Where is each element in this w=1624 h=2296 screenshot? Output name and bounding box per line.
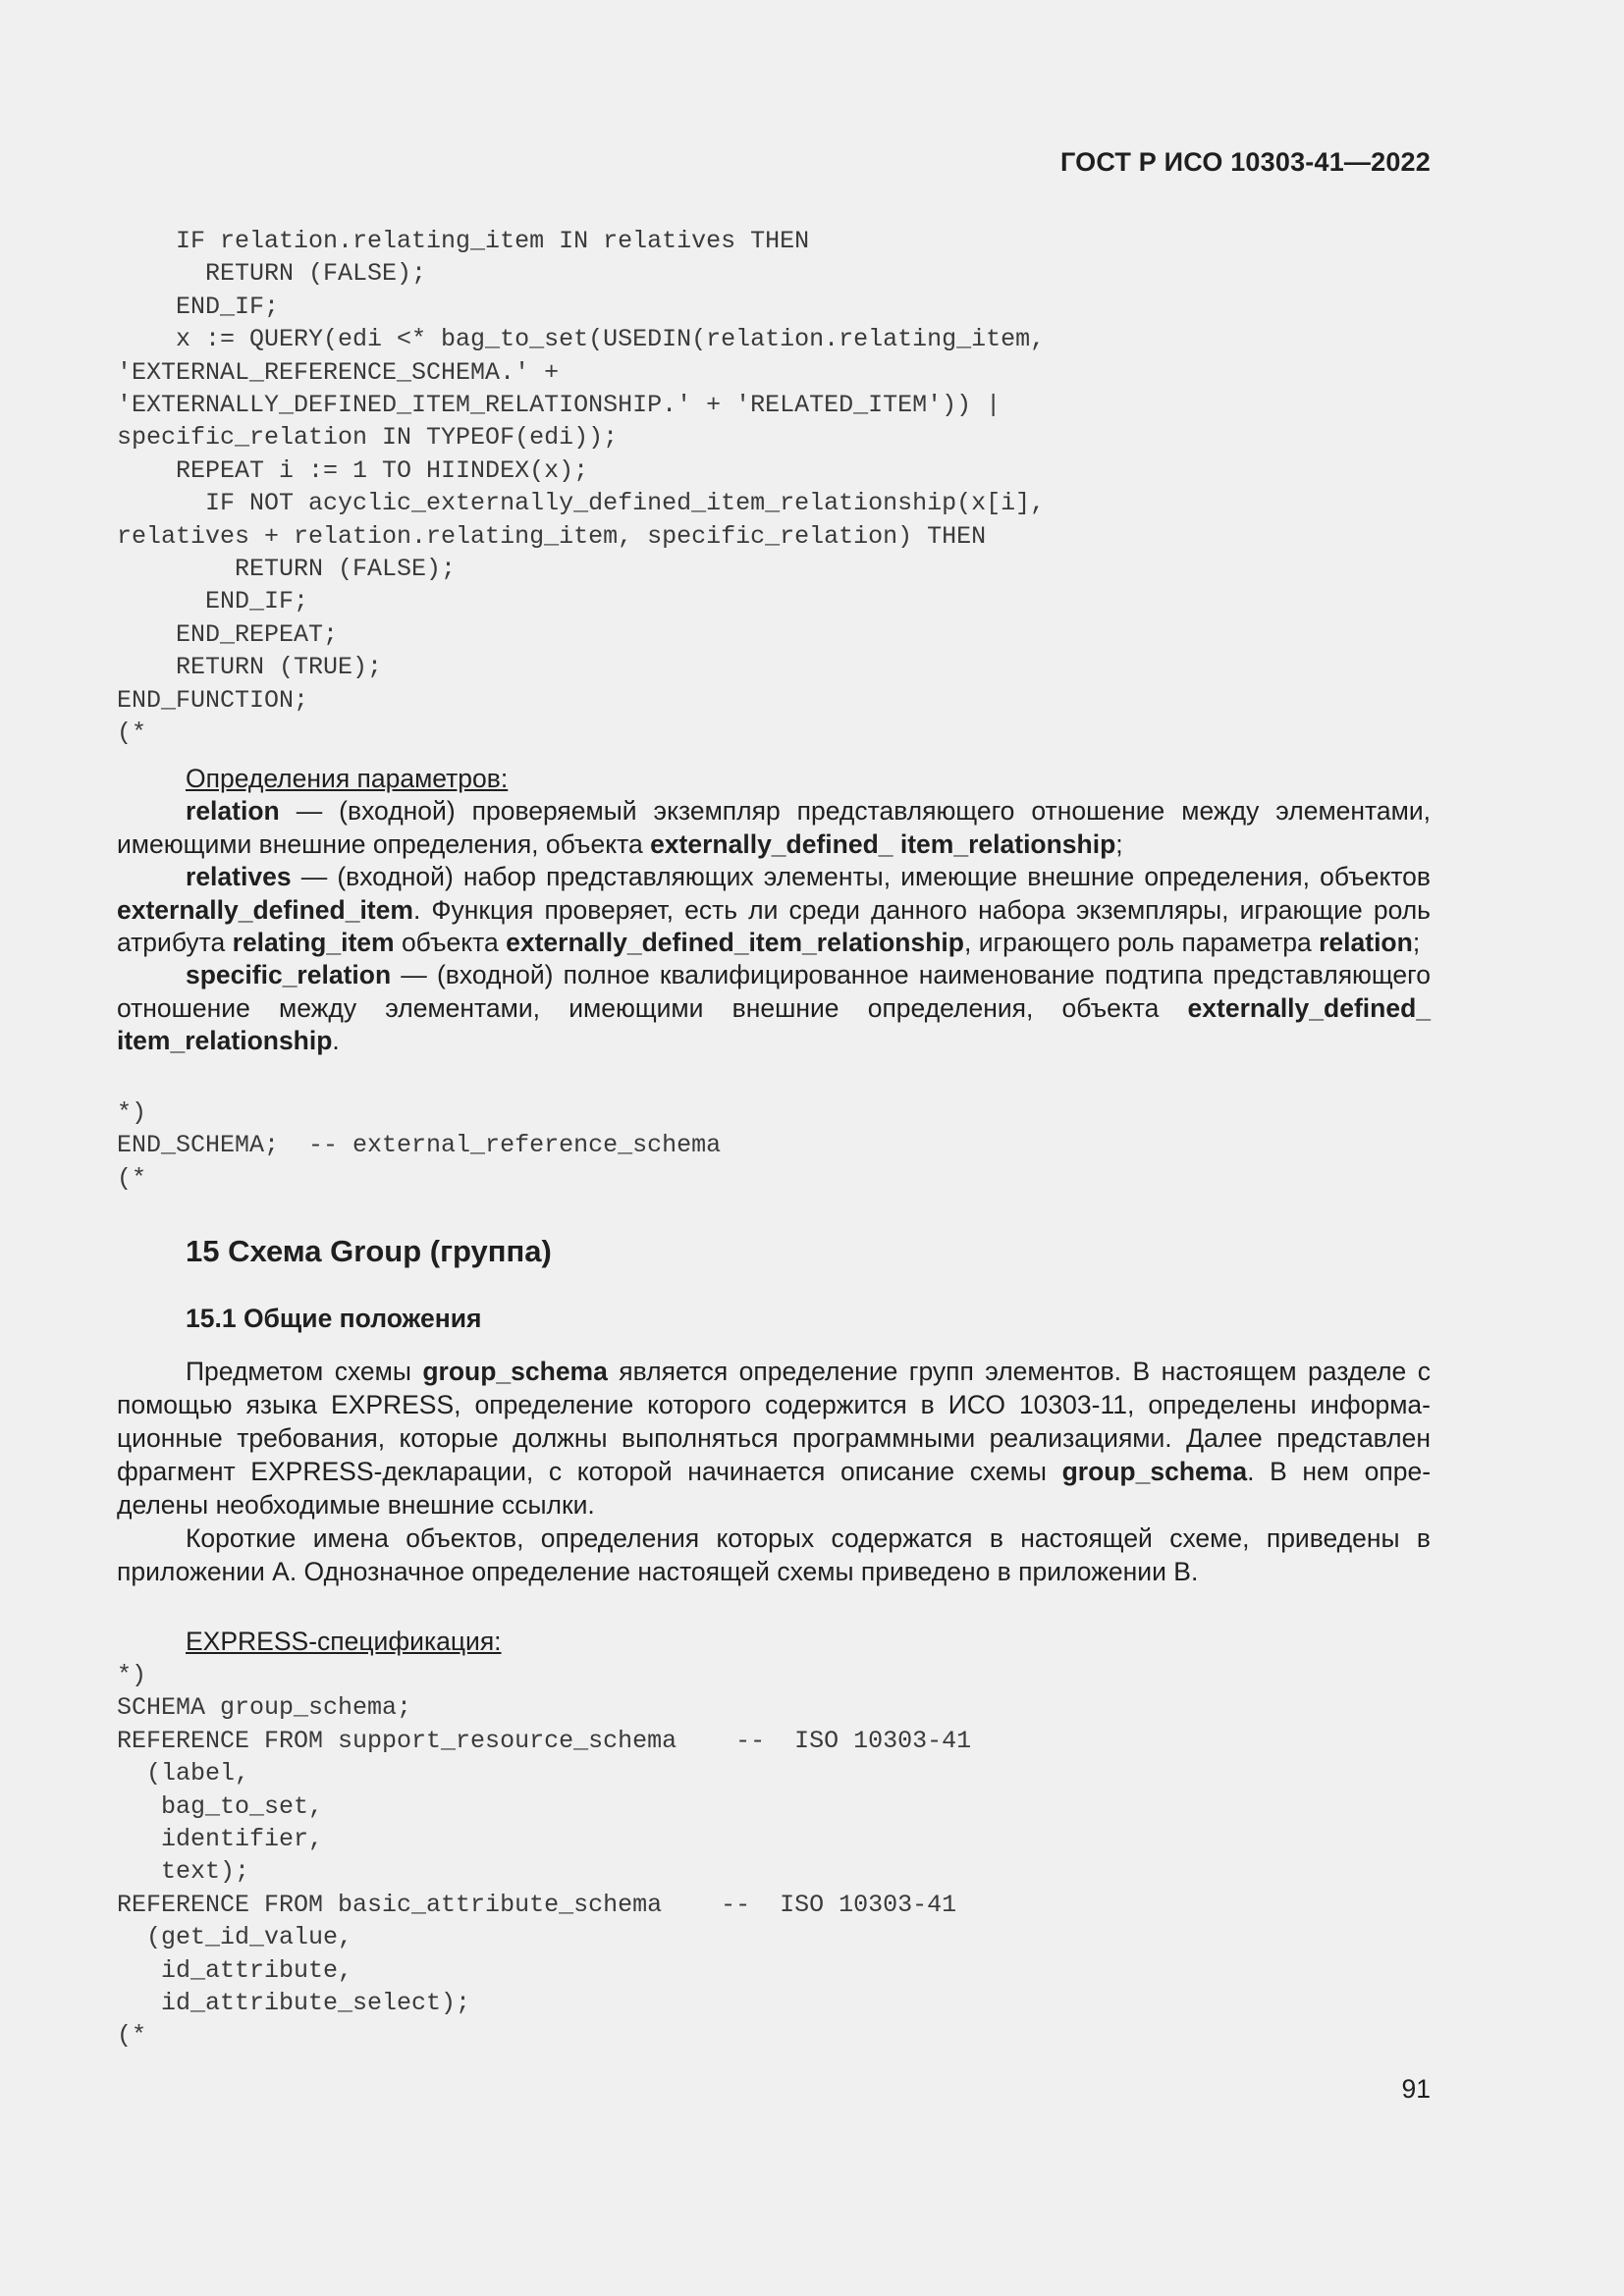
code-line: (* [117,719,147,748]
code-line: END_IF; [117,587,309,616]
code-line: (label, [117,1759,250,1789]
code-line: END_FUNCTION; [117,685,309,715]
intro-paragraph: Короткие имена объектов, определения которых содержатся в настоящей схеме, приведены в приложении А. Однозначное определение настоящей схемы приведено в приложении В. [117,1523,1431,1586]
code-line: x := QUERY(edi <* bag_to_set(USEDIN(relation.relating_item, [117,325,1046,354]
code-line: id_attribute_select); [117,1989,471,2018]
param-term: relation [186,796,280,827]
code-line: id_attribute, [117,1955,353,1985]
code-line: identifier, [117,1825,324,1854]
code-line: *) [117,1098,147,1127]
intro-paragraph: Предметом схемы group_schema является определение групп элементов. В настоящем разделе с помощью языка EXPRESS, определение которого содержится в ИСО 10303-11, определены информационные требования, которые должны выполняться программными реализациями. Далее представлен фрагмент EXPRESS-декларации, с которой начинается описание схемы group_schema. В нем определены необходимые внешние ссылки. [117,1357,1432,1520]
code-line: RETURN (FALSE); [117,259,427,289]
code-line: bag_to_set, [117,1791,324,1821]
param-term: relatives [186,862,292,892]
express-specification-label: EXPRESS-спецификация: [186,1627,502,1656]
code-line: RETURN (FALSE); [117,555,457,584]
code-line: specific_relation IN TYPEOF(edi)); [117,423,619,453]
page-number: 91 [1401,2074,1431,2104]
code-line: *) [117,1661,147,1689]
express-code-block-function-end [117,225,1045,750]
code-line: 'EXTERNALLY_DEFINED_ITEM_RELATIONSHIP.' + 'RELATED_ITEM')) | [117,391,1001,420]
code-line: relatives + relation.relating_item, specific_relation) THEN [117,521,987,551]
code-line: END_REPEAT; [117,619,339,649]
express-code-block-end-schema [117,1096,721,1195]
param-relatives: relatives — (входной) набор представляющих элементы, имеющие внешние определения, объектов externally_defined_item. Функция проверяет, есть ли среди данного набора экземпляры, играющие роль атрибута relating_item объекта externally_defined_item_relationship, играющего роль параметра relation; [117,862,1431,958]
param-term: specific_relation [186,960,392,990]
code-line: text); [117,1857,250,1887]
param-relation: relation — (входной) проверяемый экземпляр представляющего отношение между элементами, имеющими внешние определения, объекта externally_defined_ item_relationship; [117,796,1431,859]
document-page [117,0,1431,2296]
section-intro [117,1355,1431,1588]
express-code-block-group-schema [117,1659,971,2053]
section-title: 15 Схема Group (группа) [186,1234,552,1268]
subsection-title: 15.1 Общие положения [186,1304,482,1333]
code-line: (* [117,1163,147,1193]
code-line: REFERENCE FROM basic_attribute_schema -- ISO 10303-41 [117,1890,957,1919]
code-line: END_SCHEMA; -- external_reference_schema [117,1131,722,1160]
code-line: IF relation.relating_item IN relatives THEN [117,227,810,255]
code-line: (* [117,2021,147,2051]
code-line: 'EXTERNAL_REFERENCE_SCHEMA.' + [117,357,560,387]
code-line: IF NOT acyclic_externally_defined_item_relationship(x[i], [117,489,1046,518]
document-header: ГОСТ Р ИСО 10303-41—2022 [1060,147,1431,177]
parameter-definitions [117,763,1431,1058]
parameter-definitions-heading: Определения параметров: [186,764,509,793]
param-specific-relation: specific_relation — (входной) полное квалифицированное наименование подтипа представляющего отношение между элементами, имеющими внешние определения, объекта externally_defined_ item_relationship. [117,960,1431,1056]
code-line: (get_id_value, [117,1923,353,1952]
code-line: END_IF; [117,292,280,321]
code-line: RETURN (TRUE); [117,653,383,682]
code-line: REFERENCE FROM support_resource_schema -- ISO 10303-41 [117,1726,972,1755]
code-line: REPEAT i := 1 TO HIINDEX(x); [117,455,589,485]
code-line: SCHEMA group_schema; [117,1693,412,1723]
